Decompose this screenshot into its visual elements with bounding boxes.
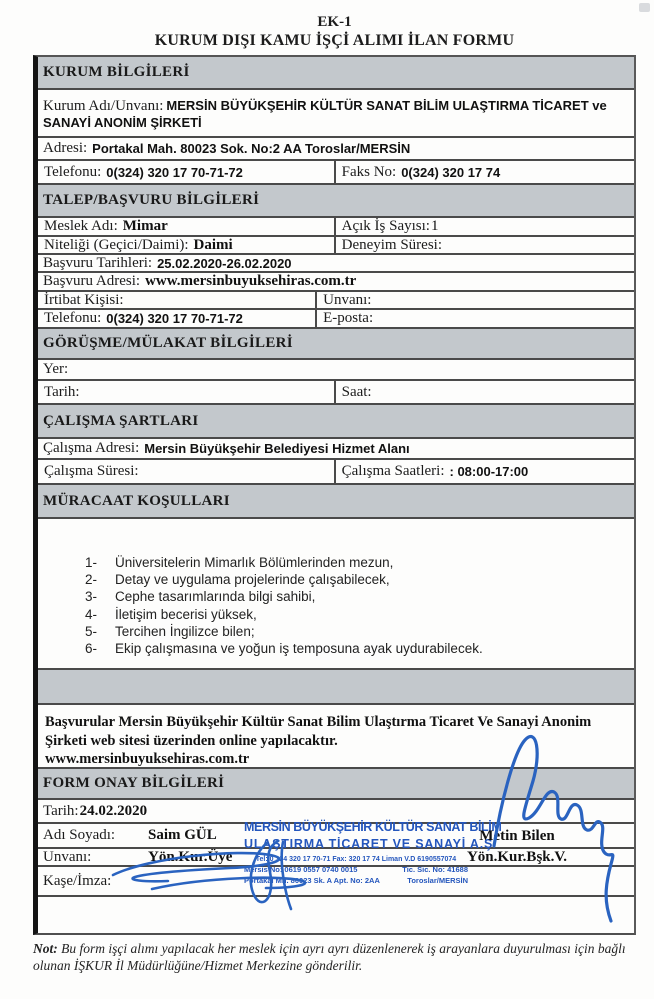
meslek-cell <box>38 218 334 235</box>
list-item <box>85 571 624 588</box>
approver-title: Yön.Kur.Bşk.V. <box>466 849 568 865</box>
list-item-number: 4- <box>85 606 98 622</box>
eposta-cell <box>315 310 634 327</box>
tel-label: Telefonu: <box>44 163 102 180</box>
list-item <box>85 640 624 657</box>
stamp-line2: ULAŞTIRMA TİCARET VE SANAYİ A.Ş <box>244 836 494 851</box>
calisma-adresi-label: Çalışma Adresi: <box>43 440 140 456</box>
row-kurum-adi <box>38 90 634 138</box>
stamp-line5 <box>244 876 468 886</box>
list-item-number: 1- <box>85 555 98 570</box>
unvan-label: Unvanı: <box>323 292 372 308</box>
faks-label: Faks No: <box>341 163 397 180</box>
basvuru-aciklama-box <box>38 705 634 769</box>
kurum-adi-value: MERSİN BÜYÜKŞEHİR KÜLTÜR SANAT BİLİM ULAŞTIRMA TİCARET ve SANAYİ ANONİM ŞİRKETİ <box>43 97 607 130</box>
saat-cell <box>334 381 634 403</box>
calisma-suresi-label: Çalışma Süresi: <box>44 463 139 479</box>
list-item <box>85 588 624 605</box>
kurum-adi-cell <box>43 95 634 132</box>
list-item-text: Detay ve uygulama projelerinde çalışabilecek, <box>115 572 390 588</box>
empty-gray-band <box>38 670 634 705</box>
onay-unvan-label: Unvanı: <box>43 849 92 865</box>
calisma-saatleri-cell <box>334 460 634 483</box>
basvuru-tarihleri-label: Başvuru Tarihleri: <box>43 255 153 271</box>
onay-unvan-value: Yön.Kur.Üye <box>148 849 233 865</box>
row-tel-faks <box>38 161 634 185</box>
onay-tarih-label: Tarih: <box>43 802 79 819</box>
basvuru-tarihleri-value: 25.02.2020-26.02.2020 <box>157 255 292 271</box>
form-table <box>33 55 636 935</box>
basvuru-adresi-value: www.mersinbuyuksehiras.com.tr <box>145 273 357 289</box>
section-header-talep-label: TALEP/BAŞVURU BİLGİLERİ <box>43 192 260 208</box>
meslek-label: Meslek Adı: <box>44 218 118 234</box>
adi-soyadi-label: Adı Soyadı: <box>43 827 116 843</box>
section-header-calisma-label: ÇALIŞMA ŞARTLARI <box>43 412 199 429</box>
kase-imza-label: Kaşe/İmza: <box>43 872 112 889</box>
onay-tarih-value: 24.02.2020 <box>79 802 148 819</box>
list-item-text: Ekip çalışmasına ve yoğun iş temposuna ayak uydurabilecek. <box>115 641 483 657</box>
nitelik-cell <box>38 237 334 253</box>
meslek-value: Mimar <box>122 218 168 234</box>
muracaat-kosullari-list <box>38 519 634 670</box>
stamp-line4 <box>244 865 468 875</box>
section-header-gorusme-label: GÖRÜŞME/MÜLAKAT BİLGİLERİ <box>43 335 293 351</box>
basvuru-adresi-label: Başvuru Adresi: <box>43 273 141 289</box>
form-main-title: KURUM DIŞI KAMU İŞÇİ ALIMI İLAN FORMU <box>154 32 515 49</box>
section-header-calisma <box>38 405 634 439</box>
row-irtibat-unvan <box>38 292 634 310</box>
list-item-number: 5- <box>85 623 98 639</box>
faks-value: 0(324) 320 17 74 <box>401 164 501 180</box>
adi-soyadi-value: Saim GÜL <box>148 827 217 843</box>
row-sure-saat <box>38 460 634 485</box>
gorusme-tarih-cell <box>38 381 334 403</box>
nitelik-label: Niteliği (Geçici/Daimi): <box>44 237 189 253</box>
acikis-label: Açık İş Sayısı: <box>341 218 430 234</box>
section-header-kurum-label: KURUM BİLGİLERİ <box>43 64 190 80</box>
stamp-ticsic: Tic. Sic. No: 41688 <box>402 865 468 874</box>
footer-note <box>33 940 653 974</box>
stamp-adres: Portakal Mh. 80023 Sk. A Apt. No: 2AA <box>244 876 380 885</box>
adres-label: Adresi: <box>43 140 88 156</box>
form-annex-title: EK-1 <box>317 14 352 30</box>
list-item-number: 6- <box>85 641 98 657</box>
row-adres <box>38 138 634 161</box>
list-item <box>85 623 624 640</box>
section-header-onay-label: FORM ONAY BİLGİLERİ <box>43 775 225 791</box>
list-item <box>85 554 624 571</box>
unvan-cell <box>315 292 634 308</box>
row-basvuru-tarihleri <box>38 255 634 273</box>
list-item <box>85 606 624 623</box>
list-item-number: 3- <box>85 589 98 605</box>
row-tel-eposta <box>38 310 634 329</box>
list-item-text: Cephe tasarımlarında bilgi sahibi, <box>115 589 316 605</box>
calisma-saatleri-value: : 08:00-17:00 <box>449 464 529 479</box>
form-titles <box>33 13 636 50</box>
stamp-il: Toroslar/MERSİN <box>407 876 468 885</box>
row-yer <box>38 360 634 381</box>
basvuru-url: www.mersinbuyuksehiras.com.tr <box>45 751 250 767</box>
irtibat-label: İrtibat Kişisi: <box>44 292 124 308</box>
section-header-muracaat-label: MÜRACAAT KOŞULLARI <box>43 492 230 509</box>
gorusme-tarih-label: Tarih: <box>44 383 80 400</box>
footer-note-text: Bu form işçi alımı yapılacak her meslek için ayrı ayrı düzenlenerek iş arayanlara duyurulması için bağlı olunan İŞKUR İl Müdürlüğüne/Hizmet Merkezine gönderilir. <box>33 941 626 973</box>
adres-value: Portakal Mah. 80023 Sok. No:2 AA Toroslar/MERSİN <box>92 141 411 156</box>
nitelik-value: Daimi <box>193 237 233 253</box>
calisma-suresi-cell <box>38 460 334 483</box>
company-stamp <box>244 820 502 886</box>
row-calisma-adresi <box>38 439 634 460</box>
stamp-line3: Tel: 0 324 320 17 70-71 Fax: 320 17 74 Liman V.D 6190557074 <box>255 856 457 863</box>
footer-note-prefix: Not: <box>33 941 58 956</box>
basvuru-aciklama-text: Başvurular Mersin Büyükşehir Kültür Sanat Bilim Ulaştırma Ticaret Ve Sanayi Anonim Şirketi web sitesi üzerinden online yapılacaktır. <box>45 714 592 749</box>
acikis-cell <box>334 218 634 235</box>
scan-artifact <box>639 3 650 12</box>
saat-label: Saat: <box>341 383 372 400</box>
tel-value: 0(324) 320 17 70-71-72 <box>106 164 243 180</box>
talep-tel-cell <box>38 310 315 327</box>
approver-name: Metin Bilen <box>479 828 555 844</box>
calisma-saatleri-label: Çalışma Saatleri: <box>341 463 445 479</box>
row-meslek-acikis <box>38 218 634 237</box>
list-item-text: Üniversitelerin Mimarlık Bölümlerinden mezun, <box>115 555 394 570</box>
kurum-adi-label: Kurum Adı/Unvanı: <box>43 97 164 114</box>
section-header-talep <box>38 185 634 218</box>
row-nitelik-deneyim <box>38 237 634 255</box>
deneyim-cell <box>334 237 634 253</box>
row-basvuru-adresi <box>38 273 634 292</box>
acikis-value: 1 <box>430 218 439 234</box>
list-item-text: Tercihen İngilizce bilen; <box>115 623 255 639</box>
deneyim-label: Deneyim Süresi: <box>341 237 443 253</box>
stamp-line1: MERSİN BÜYÜKŞEHİR KÜLTÜR SANAT BİLİM <box>244 820 502 834</box>
talep-tel-label: Telefonu: <box>44 310 102 326</box>
list-item-number: 2- <box>85 572 98 588</box>
section-header-kurum <box>38 57 634 90</box>
section-header-onay <box>38 769 634 800</box>
talep-tel-value: 0(324) 320 17 70-71-72 <box>106 311 243 326</box>
section-header-muracaat <box>38 485 634 519</box>
approver-block <box>458 827 576 866</box>
yer-label: Yer: <box>43 361 69 377</box>
row-empty-bottom <box>38 897 634 933</box>
faks-cell <box>334 161 634 183</box>
list-item-text: İletişim becerisi yüksek, <box>115 606 257 622</box>
eposta-label: E-posta: <box>323 310 374 326</box>
section-header-gorusme <box>38 329 634 360</box>
calisma-adresi-value: Mersin Büyükşehir Belediyesi Hizmet Alanı <box>144 441 410 456</box>
irtibat-cell <box>38 292 315 308</box>
tel-cell <box>38 161 334 183</box>
stamp-mersis: Mersis No: 0619 0557 0740 0015 <box>244 865 358 874</box>
row-tarih-saat <box>38 381 634 405</box>
